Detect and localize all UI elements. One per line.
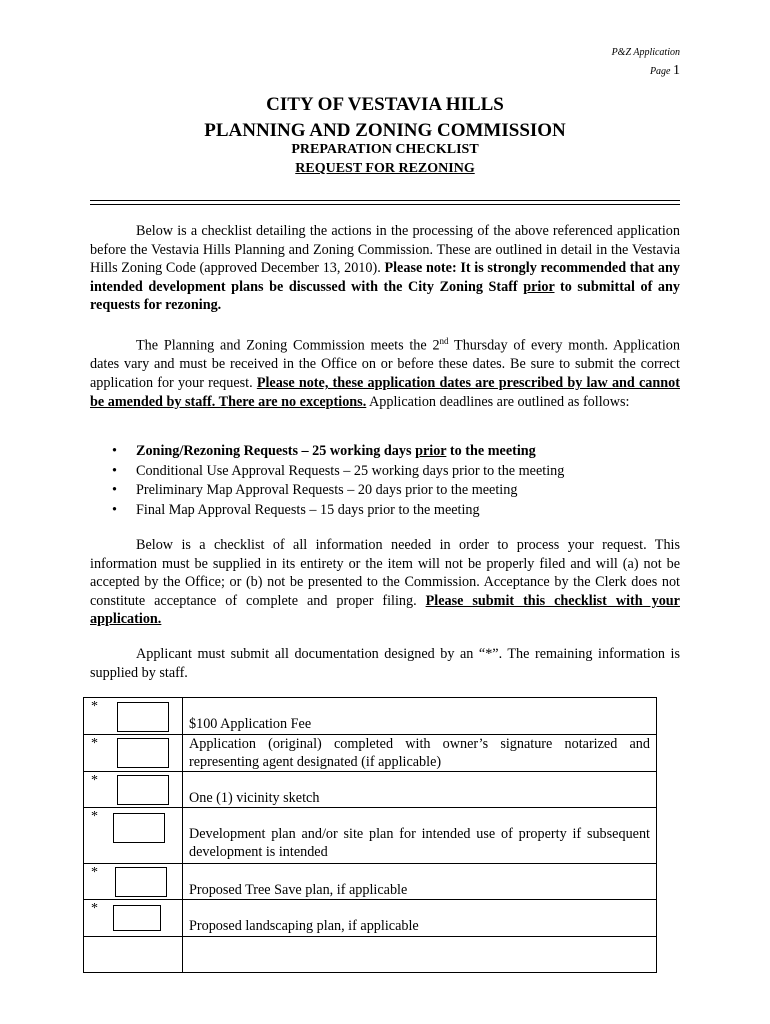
deadline-item-conditional-use: • Conditional Use Approval Requests – 25 working days prior to the meeting <box>112 462 672 482</box>
item-cell <box>183 735 657 772</box>
applicant-paragraph <box>90 645 680 682</box>
checkbox-cell-empty <box>84 937 183 973</box>
deadline-rezoning-pre: Zoning/Rezoning Requests – 25 working days <box>136 443 416 459</box>
table-row <box>84 900 657 937</box>
table-row <box>84 937 657 973</box>
table-row <box>84 735 657 772</box>
page-number: 1 <box>673 63 680 78</box>
title-request <box>0 161 770 177</box>
checklist-table <box>83 697 657 973</box>
title-checklist: PREPARATION CHECKLIST <box>291 142 479 157</box>
item-text: Proposed landscaping plan, if applicable <box>189 918 419 934</box>
requirements-paragraph <box>90 536 680 629</box>
checkbox-cell <box>84 735 183 772</box>
item-cell-empty <box>183 937 657 973</box>
item-text: $100 Application Fee <box>189 716 312 732</box>
checkbox-cell <box>84 698 183 735</box>
checkbox[interactable] <box>117 775 169 805</box>
item-text: Proposed Tree Save plan, if applicable <box>189 882 408 898</box>
checkbox[interactable] <box>113 813 165 843</box>
table-row <box>84 864 657 900</box>
schedule-text1: The Planning and Zoning Commission meets the 2 <box>136 337 440 354</box>
schedule-text3: Application deadlines are outlined as follows: <box>366 393 630 410</box>
deadline-item-rezoning <box>112 442 672 462</box>
deadline-item-preliminary-map: • Preliminary Map Approval Requests – 20 days prior to the meeting <box>112 481 672 501</box>
header-page-label <box>650 63 680 79</box>
checkbox[interactable] <box>117 738 169 768</box>
schedule-paragraph <box>90 332 680 411</box>
requirements-text: Below is a checklist of all information needed in order to process your request. This information must be supplied in its entirety or the item will not be properly filed and will (a) not be accepted by the Office; or (b) not be presented to the Commission. Acceptance by the Clerk does not constitute acceptance of complete and proper filing. <box>90 537 680 609</box>
item-cell <box>183 808 657 864</box>
table-row <box>84 772 657 808</box>
required-star: * <box>91 699 98 714</box>
required-star: * <box>91 809 98 824</box>
deadline-rezoning-prior: prior <box>415 443 447 459</box>
requirements-note: Please submit this checklist with your application. <box>90 592 680 628</box>
intro-note-prior: prior <box>523 278 555 295</box>
required-star: * <box>91 736 98 751</box>
intro-paragraph <box>90 222 680 315</box>
header-app-label: P&Z Application <box>611 47 680 58</box>
title-commission: PLANNING AND ZONING COMMISSION <box>204 120 566 141</box>
intro-note-part1: Please note: It is strongly recommended that any intended development plans be discussed with the City Zoning Staff <box>90 260 680 295</box>
schedule-text2: Thursday of every month. Application dates vary and must be received in the Office on or before these dates. Be sure to submit the correct application for your request. <box>90 337 680 391</box>
divider-top <box>90 200 680 201</box>
divider-bottom <box>90 204 680 205</box>
page-label-text: Page <box>649 66 671 77</box>
table-row <box>84 698 657 735</box>
required-star: * <box>91 901 98 916</box>
title-request-text: REQUEST FOR REZONING <box>295 161 475 176</box>
item-text: One (1) vicinity sketch <box>189 790 320 806</box>
item-cell <box>183 900 657 937</box>
deadline-list <box>112 442 672 520</box>
item-text: Development plan and/or site plan for intended use of property if subsequent development is intended <box>189 826 650 860</box>
item-text: Application (original) completed with owner’s signature notarized and representing agent designated (if applicable) <box>189 736 650 770</box>
title-city: CITY OF VESTAVIA HILLS <box>266 94 504 115</box>
schedule-note: Please note, these application dates are prescribed by law and cannot be amended by staff. There are no exceptions. <box>90 374 680 410</box>
item-cell <box>183 772 657 808</box>
checkbox[interactable] <box>115 867 167 897</box>
item-cell <box>183 864 657 900</box>
deadline-rezoning-post: to the meeting <box>446 443 536 459</box>
intro-note-part2: to submittal of any requests for rezoning. <box>90 278 680 314</box>
intro-text: Below is a checklist detailing the actions in the processing of the above referenced application before the Vestavia Hills Planning and Zoning Commission. These are outlined in detail in the Vestavia Hills Zoning Code (approved December 13, 2010). <box>90 223 680 277</box>
applicant-text: Applicant must submit all documentation designed by an “*”. The remaining information is supplied by staff. <box>90 646 680 681</box>
required-star: * <box>91 865 98 880</box>
table-row <box>84 808 657 864</box>
checkbox[interactable] <box>117 702 169 732</box>
checkbox-cell <box>84 864 183 900</box>
checkbox-cell <box>84 772 183 808</box>
checkbox[interactable] <box>113 905 161 931</box>
checkbox-cell <box>84 900 183 937</box>
checkbox-cell <box>84 808 183 864</box>
schedule-sup: nd <box>439 336 449 346</box>
required-star: * <box>91 773 98 788</box>
deadline-item-final-map: • Final Map Approval Requests – 15 days prior to the meeting <box>112 501 672 521</box>
item-cell <box>183 698 657 735</box>
